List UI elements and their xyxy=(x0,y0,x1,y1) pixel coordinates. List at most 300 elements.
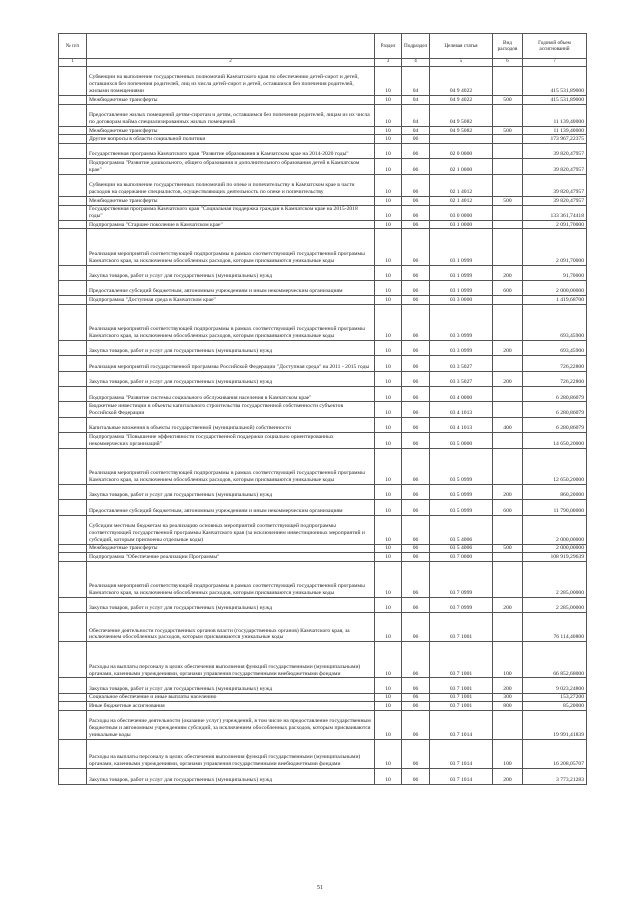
row-podrazdel-cell: 06 xyxy=(402,561,430,597)
row-podrazdel-cell: 06 xyxy=(402,613,430,642)
col-header-name xyxy=(87,34,375,59)
row-expense-type-cell: 600 xyxy=(493,280,523,295)
row-amount-cell: 66 852,68000 xyxy=(523,642,587,678)
row-target-article-cell: 04 9 4022 xyxy=(430,96,493,105)
row-number-cell xyxy=(59,159,87,174)
row-expense-type-cell xyxy=(493,561,523,597)
table-row xyxy=(59,96,587,105)
row-amount-cell: 14 650,20000 xyxy=(523,433,587,448)
row-podrazdel-cell: 06 xyxy=(402,769,430,784)
row-name-cell: Предоставление жилых помещений детям-сиротам и детям, оставшимся без попечения родителей, лицам из их числа по договорам найма специализированных жилых помещений xyxy=(87,104,375,126)
row-name-cell: Бюджетные инвестиции в объекты капитального строительства государственной собственности субъектов Российской Федерации xyxy=(87,402,375,417)
column-number: 5 xyxy=(430,59,493,67)
row-razdel-cell: 10 xyxy=(375,769,402,784)
row-expense-type-cell xyxy=(493,205,523,220)
row-amount-cell: 6 280,86079 xyxy=(523,387,587,402)
row-number-cell xyxy=(59,229,87,265)
table-row xyxy=(59,67,587,96)
row-target-article-cell: 03 7 1014 xyxy=(430,710,493,739)
row-target-article-cell: 03 7 1001 xyxy=(430,693,493,702)
row-podrazdel-cell: 06 xyxy=(402,371,430,386)
row-expense-type-cell xyxy=(493,613,523,642)
row-number-cell xyxy=(59,561,87,597)
row-target-article-cell: 02 1 4012 xyxy=(430,197,493,206)
row-number-cell xyxy=(59,702,87,711)
table-row xyxy=(59,197,587,206)
row-target-article-cell: 03 1 0000 xyxy=(430,220,493,229)
row-amount-cell: 1 419,68700 xyxy=(523,296,587,305)
row-podrazdel-cell: 06 xyxy=(402,340,430,355)
table-row xyxy=(59,769,587,784)
row-name-cell: Закупка товаров, работ и услуг для государственных (муниципальных) нужд xyxy=(87,597,375,612)
row-podrazdel-cell: 04 xyxy=(402,126,430,135)
row-razdel-cell: 10 xyxy=(375,387,402,402)
row-podrazdel-cell: 06 xyxy=(402,174,430,196)
row-number-cell xyxy=(59,387,87,402)
row-name-cell: Реализация мероприятий соответствующей подпрограммы в рамках соответствующей государственной программы Камчатского края, за исключением обособленных расходов, которым присваиваются уникальные коды xyxy=(87,448,375,484)
row-expense-type-cell xyxy=(493,710,523,739)
row-number-cell xyxy=(59,296,87,305)
col-header-razdel: Раздел xyxy=(375,34,402,59)
column-number: 7 xyxy=(523,59,587,67)
row-target-article-cell: 03 7 1001 xyxy=(430,702,493,711)
row-amount-cell: 153,27200 xyxy=(523,693,587,702)
table-row xyxy=(59,371,587,386)
row-podrazdel-cell: 06 xyxy=(402,135,430,144)
row-expense-type-cell: 500 xyxy=(493,197,523,206)
row-podrazdel-cell: 06 xyxy=(402,280,430,295)
table-row xyxy=(59,104,587,126)
table-header-row xyxy=(59,34,587,59)
row-target-article-cell: 04 9 5082 xyxy=(430,104,493,126)
row-number-cell xyxy=(59,356,87,371)
row-target-article-cell: 03 7 1001 xyxy=(430,642,493,678)
column-number-row xyxy=(59,59,587,67)
row-name-cell: Межбюджетные трансферты xyxy=(87,197,375,206)
row-target-article-cell: 03 3 5027 xyxy=(430,356,493,371)
row-number-cell xyxy=(59,740,87,769)
table-row xyxy=(59,678,587,693)
row-podrazdel-cell: 04 xyxy=(402,96,430,105)
row-razdel-cell: 10 xyxy=(375,515,402,544)
row-podrazdel-cell: 06 xyxy=(402,159,430,174)
row-podrazdel-cell: 06 xyxy=(402,387,430,402)
row-amount-cell: 11 139,40000 xyxy=(523,126,587,135)
row-podrazdel-cell: 06 xyxy=(402,484,430,499)
table-row xyxy=(59,304,587,340)
table-row xyxy=(59,387,587,402)
row-number-cell xyxy=(59,340,87,355)
row-name-cell: Реализация мероприятий государственной программы Российской Федерации "Доступная среда" на 2011 - 2015 годы xyxy=(87,356,375,371)
column-number: 3 xyxy=(375,59,402,67)
row-razdel-cell: 10 xyxy=(375,135,402,144)
table-row xyxy=(59,544,587,553)
table-row xyxy=(59,642,587,678)
row-target-article-cell: 04 9 4022 xyxy=(430,67,493,96)
row-razdel-cell: 10 xyxy=(375,678,402,693)
row-expense-type-cell: 100 xyxy=(493,740,523,769)
row-amount-cell: 39 820,47957 xyxy=(523,174,587,196)
row-razdel-cell: 10 xyxy=(375,613,402,642)
row-podrazdel-cell: 06 xyxy=(402,143,430,158)
budget-table xyxy=(58,33,587,785)
row-razdel-cell: 10 xyxy=(375,553,402,562)
row-target-article-cell: 03 5 0999 xyxy=(430,448,493,484)
row-expense-type-cell xyxy=(493,229,523,265)
row-expense-type-cell: 200 xyxy=(493,597,523,612)
row-target-article-cell: 03 4 1013 xyxy=(430,417,493,432)
table-row xyxy=(59,159,587,174)
row-razdel-cell: 10 xyxy=(375,265,402,280)
row-expense-type-cell xyxy=(493,515,523,544)
row-target-article-cell: 03 3 0999 xyxy=(430,304,493,340)
row-razdel-cell: 10 xyxy=(375,296,402,305)
row-amount-cell: 76 114,40800 xyxy=(523,613,587,642)
row-amount-cell: 91,70000 xyxy=(523,265,587,280)
row-target-article-cell: 03 7 0000 xyxy=(430,553,493,562)
row-razdel-cell: 10 xyxy=(375,96,402,105)
row-expense-type-cell: 500 xyxy=(493,544,523,553)
row-target-article-cell: 03 7 0999 xyxy=(430,561,493,597)
row-name-cell: Субвенции на выполнение государственных полномочий по опеке и попечительству в Камчатском крае в части расходов на содержание специалистов, осуществляющих деятельность по опеке и попечительству xyxy=(87,174,375,196)
row-razdel-cell: 10 xyxy=(375,484,402,499)
row-number-cell xyxy=(59,135,87,144)
row-target-article-cell xyxy=(430,135,493,144)
row-target-article-cell: 03 4 0000 xyxy=(430,387,493,402)
row-expense-type-cell xyxy=(493,67,523,96)
row-razdel-cell: 10 xyxy=(375,67,402,96)
row-name-cell: Капитальные вложения в объекты государственной (муниципальной) собственности xyxy=(87,417,375,432)
row-amount-cell: 2 000,00000 xyxy=(523,280,587,295)
row-name-cell: Закупка товаров, работ и услуг для государственных (муниципальных) нужд xyxy=(87,340,375,355)
row-expense-type-cell: 200 xyxy=(493,484,523,499)
column-number: 1 xyxy=(59,59,87,67)
row-target-article-cell: 03 1 0999 xyxy=(430,280,493,295)
row-name-cell: Закупка товаров, работ и услуг для государственных (муниципальных) нужд xyxy=(87,484,375,499)
row-name-cell: Иные бюджетные ассигнования xyxy=(87,702,375,711)
table-row xyxy=(59,553,587,562)
col-header-target-article: Целевая статья xyxy=(430,34,493,59)
row-razdel-cell: 10 xyxy=(375,205,402,220)
column-number: 2 xyxy=(87,59,375,67)
row-name-cell: Закупка товаров, работ и услуг для государственных (муниципальных) нужд xyxy=(87,265,375,280)
row-number-cell xyxy=(59,96,87,105)
row-amount-cell: 12 650,20000 xyxy=(523,448,587,484)
row-number-cell xyxy=(59,515,87,544)
table-row xyxy=(59,220,587,229)
row-number-cell xyxy=(59,678,87,693)
row-expense-type-cell xyxy=(493,135,523,144)
row-podrazdel-cell: 04 xyxy=(402,67,430,96)
table-row xyxy=(59,702,587,711)
table-body xyxy=(59,67,587,785)
row-razdel-cell: 10 xyxy=(375,448,402,484)
row-target-article-cell: 03 4 1013 xyxy=(430,402,493,417)
row-amount-cell: 11 790,00000 xyxy=(523,500,587,515)
row-target-article-cell: 02 0 0000 xyxy=(430,143,493,158)
row-podrazdel-cell: 06 xyxy=(402,448,430,484)
table-row xyxy=(59,296,587,305)
row-expense-type-cell xyxy=(493,433,523,448)
row-razdel-cell: 10 xyxy=(375,104,402,126)
row-number-cell xyxy=(59,417,87,432)
row-razdel-cell: 10 xyxy=(375,597,402,612)
row-amount-cell: 173 967,22375 xyxy=(523,135,587,144)
row-razdel-cell: 10 xyxy=(375,126,402,135)
table-row xyxy=(59,417,587,432)
row-target-article-cell: 03 5 4006 xyxy=(430,544,493,553)
row-number-cell xyxy=(59,265,87,280)
row-podrazdel-cell: 06 xyxy=(402,433,430,448)
table-row xyxy=(59,484,587,499)
row-target-article-cell: 03 5 4006 xyxy=(430,515,493,544)
row-expense-type-cell xyxy=(493,448,523,484)
row-razdel-cell: 10 xyxy=(375,561,402,597)
row-number-cell xyxy=(59,104,87,126)
row-expense-type-cell: 200 xyxy=(493,678,523,693)
table-row xyxy=(59,402,587,417)
row-number-cell xyxy=(59,280,87,295)
row-name-cell: Закупка товаров, работ и услуг для государственных (муниципальных) нужд xyxy=(87,769,375,784)
row-razdel-cell: 10 xyxy=(375,174,402,196)
row-expense-type-cell: 200 xyxy=(493,371,523,386)
row-podrazdel-cell: 06 xyxy=(402,417,430,432)
row-amount-cell: 693,45900 xyxy=(523,304,587,340)
table-row xyxy=(59,515,587,544)
row-expense-type-cell xyxy=(493,296,523,305)
row-podrazdel-cell: 06 xyxy=(402,500,430,515)
row-amount-cell: 726,22800 xyxy=(523,356,587,371)
row-expense-type-cell: 200 xyxy=(493,340,523,355)
row-amount-cell: 39 820,47957 xyxy=(523,143,587,158)
row-expense-type-cell: 300 xyxy=(493,693,523,702)
row-target-article-cell: 03 1 0999 xyxy=(430,229,493,265)
row-number-cell xyxy=(59,174,87,196)
row-amount-cell: 39 820,47957 xyxy=(523,159,587,174)
row-amount-cell: 726,22800 xyxy=(523,371,587,386)
row-number-cell xyxy=(59,544,87,553)
row-target-article-cell: 02 1 0000 xyxy=(430,159,493,174)
row-amount-cell: 2 000,00000 xyxy=(523,515,587,544)
row-amount-cell: 11 139,40000 xyxy=(523,104,587,126)
table-row xyxy=(59,205,587,220)
page-number: 51 xyxy=(317,885,323,891)
row-razdel-cell: 10 xyxy=(375,500,402,515)
row-podrazdel-cell: 06 xyxy=(402,740,430,769)
row-expense-type-cell xyxy=(493,104,523,126)
row-name-cell: Предоставление субсидий бюджетным, автономным учреждениям и иным некоммерческим организациям xyxy=(87,500,375,515)
row-name-cell: Реализация мероприятий соответствующей подпрограммы в рамках соответствующей государственной программы Камчатского края, за исключением обособленных расходов, которым присваиваются уникальные коды xyxy=(87,304,375,340)
row-podrazdel-cell: 06 xyxy=(402,597,430,612)
row-razdel-cell: 10 xyxy=(375,740,402,769)
table-row xyxy=(59,448,587,484)
row-podrazdel-cell: 06 xyxy=(402,544,430,553)
row-number-cell xyxy=(59,371,87,386)
table-row xyxy=(59,340,587,355)
row-target-article-cell: 03 3 0999 xyxy=(430,340,493,355)
row-name-cell: Субсидии местным бюджетам на реализацию основных мероприятий соответствующей подпрограммы соответствующей государственной программы Камчатского края (за исключением инвестиционных мероприятий и субсидий, которым присвоены отдельные коды) xyxy=(87,515,375,544)
row-target-article-cell: 03 3 5027 xyxy=(430,371,493,386)
row-podrazdel-cell: 06 xyxy=(402,265,430,280)
row-number-cell xyxy=(59,402,87,417)
row-amount-cell: 19 991,41839 xyxy=(523,710,587,739)
row-amount-cell: 3 773,21283 xyxy=(523,769,587,784)
row-target-article-cell: 03 5 0999 xyxy=(430,484,493,499)
row-number-cell xyxy=(59,143,87,158)
table-row xyxy=(59,613,587,642)
row-name-cell: Межбюджетные трансферты xyxy=(87,96,375,105)
row-amount-cell: 415 531,89000 xyxy=(523,96,587,105)
row-number-cell xyxy=(59,220,87,229)
row-number-cell xyxy=(59,613,87,642)
row-amount-cell: 9 023,24800 xyxy=(523,678,587,693)
row-razdel-cell: 10 xyxy=(375,280,402,295)
row-amount-cell: 860,20000 xyxy=(523,484,587,499)
table-row xyxy=(59,561,587,597)
row-name-cell: Межбюджетные трансферты xyxy=(87,544,375,553)
row-number-cell xyxy=(59,597,87,612)
row-amount-cell: 39 820,47957 xyxy=(523,197,587,206)
row-razdel-cell: 10 xyxy=(375,544,402,553)
row-razdel-cell: 10 xyxy=(375,229,402,265)
table-row xyxy=(59,135,587,144)
row-amount-cell: 16 208,05707 xyxy=(523,740,587,769)
row-podrazdel-cell: 06 xyxy=(402,356,430,371)
row-amount-cell: 108 919,29639 xyxy=(523,553,587,562)
row-expense-type-cell: 500 xyxy=(493,126,523,135)
row-expense-type-cell xyxy=(493,220,523,229)
row-name-cell: Другие вопросы в области социальной политики xyxy=(87,135,375,144)
row-razdel-cell: 10 xyxy=(375,433,402,448)
row-razdel-cell: 10 xyxy=(375,710,402,739)
row-target-article-cell: 03 7 1014 xyxy=(430,740,493,769)
row-target-article-cell: 03 7 1014 xyxy=(430,769,493,784)
row-name-cell: Межбюджетные трансферты xyxy=(87,126,375,135)
table-row xyxy=(59,693,587,702)
table-row xyxy=(59,597,587,612)
row-amount-cell: 85,20000 xyxy=(523,702,587,711)
row-number-cell xyxy=(59,304,87,340)
row-number-cell xyxy=(59,197,87,206)
row-amount-cell: 415 531,89000 xyxy=(523,67,587,96)
row-name-cell: Государственная программа Камчатского края "Социальная поддержка граждан в Камчатском крае на 2015-2018 годы" xyxy=(87,205,375,220)
row-podrazdel-cell: 06 xyxy=(402,220,430,229)
row-number-cell xyxy=(59,710,87,739)
row-target-article-cell: 03 7 0999 xyxy=(430,597,493,612)
row-expense-type-cell xyxy=(493,304,523,340)
row-podrazdel-cell: 06 xyxy=(402,515,430,544)
row-name-cell: Расходы на обеспечение деятельности (оказание услуг) учреждений, в том числе на предоставление государственным бюджетным и автономным учреждениям субсидий, за исключением обособленных расходов, которым присваиваются уникальные коды xyxy=(87,710,375,739)
row-name-cell: Реализация мероприятий соответствующей подпрограммы в рамках соответствующей государственной программы Камчатского края, за исключением обособленных расходов, которым присваиваются уникальные коды xyxy=(87,561,375,597)
row-expense-type-cell: 100 xyxy=(493,642,523,678)
row-target-article-cell: 03 3 0000 xyxy=(430,296,493,305)
table-row xyxy=(59,500,587,515)
col-header-podrazdel: Подраздел xyxy=(402,34,430,59)
row-expense-type-cell: 400 xyxy=(493,417,523,432)
row-number-cell xyxy=(59,642,87,678)
table-row xyxy=(59,265,587,280)
row-expense-type-cell xyxy=(493,553,523,562)
col-header-number: № п/п xyxy=(59,34,87,59)
row-target-article-cell: 03 7 1001 xyxy=(430,613,493,642)
row-target-article-cell: 03 0 0000 xyxy=(430,205,493,220)
column-number: 4 xyxy=(402,59,430,67)
row-amount-cell: 2 000,00000 xyxy=(523,544,587,553)
row-name-cell: Субвенции на выполнение государственных полномочий Камчатского края по обеспечению детей-сирот и детей, оставшихся без попечения родителей, лиц из числа детей-сирот и детей, оставшихся без попечения родителей, жилыми помещениями xyxy=(87,67,375,96)
row-target-article-cell: 02 1 4012 xyxy=(430,174,493,196)
col-header-expense-type: Вид расходов xyxy=(493,34,523,59)
row-target-article-cell: 03 5 0999 xyxy=(430,500,493,515)
row-number-cell xyxy=(59,693,87,702)
row-number-cell xyxy=(59,769,87,784)
row-amount-cell: 693,45900 xyxy=(523,340,587,355)
row-target-article-cell: 03 5 0000 xyxy=(430,433,493,448)
row-expense-type-cell xyxy=(493,159,523,174)
row-podrazdel-cell: 06 xyxy=(402,642,430,678)
row-expense-type-cell xyxy=(493,174,523,196)
table-row xyxy=(59,740,587,769)
row-expense-type-cell xyxy=(493,143,523,158)
row-expense-type-cell: 800 xyxy=(493,702,523,711)
row-amount-cell: 2 091,70000 xyxy=(523,220,587,229)
row-razdel-cell: 10 xyxy=(375,197,402,206)
row-target-article-cell: 03 1 0999 xyxy=(430,265,493,280)
row-target-article-cell: 03 7 1001 xyxy=(430,678,493,693)
row-name-cell: Расходы на выплаты персоналу в целях обеспечения выполнения функций государственными (муниципальными) органами, казенными учреждениями, органами управления государственными внебюджетными фондами xyxy=(87,740,375,769)
row-number-cell xyxy=(59,553,87,562)
row-podrazdel-cell: 06 xyxy=(402,197,430,206)
row-amount-cell: 2 285,00000 xyxy=(523,597,587,612)
row-razdel-cell: 10 xyxy=(375,340,402,355)
row-podrazdel-cell: 06 xyxy=(402,229,430,265)
table-row xyxy=(59,280,587,295)
table-row xyxy=(59,174,587,196)
row-razdel-cell: 10 xyxy=(375,417,402,432)
row-amount-cell: 2 285,00000 xyxy=(523,561,587,597)
row-amount-cell: 133 361,74418 xyxy=(523,205,587,220)
row-name-cell: Реализация мероприятий соответствующей подпрограммы в рамках соответствующей государственной программы Камчатского края, за исключением обособленных расходов, которым присваиваются уникальные коды xyxy=(87,229,375,265)
row-amount-cell: 6 280,86079 xyxy=(523,417,587,432)
row-name-cell: Подпрограмма "Доступная среда в Камчатском крае" xyxy=(87,296,375,305)
row-number-cell xyxy=(59,126,87,135)
row-name-cell: Подпрограмма "Обеспечение реализации Программы" xyxy=(87,553,375,562)
row-expense-type-cell: 200 xyxy=(493,769,523,784)
row-name-cell: Государственная программа Камчатского края "Развитие образования в Камчатском крае на 2014-2020 годы" xyxy=(87,143,375,158)
row-razdel-cell: 10 xyxy=(375,642,402,678)
table-row xyxy=(59,433,587,448)
row-razdel-cell: 10 xyxy=(375,143,402,158)
col-header-annual-amount: Годовой объем ассигнований xyxy=(523,34,587,59)
row-razdel-cell: 10 xyxy=(375,304,402,340)
row-amount-cell: 6 280,86079 xyxy=(523,402,587,417)
table-row xyxy=(59,229,587,265)
row-name-cell: Закупка товаров, работ и услуг для государственных (муниципальных) нужд xyxy=(87,678,375,693)
table-row xyxy=(59,356,587,371)
row-podrazdel-cell: 06 xyxy=(402,296,430,305)
row-podrazdel-cell: 06 xyxy=(402,710,430,739)
row-podrazdel-cell: 06 xyxy=(402,402,430,417)
column-number: 6 xyxy=(493,59,523,67)
row-number-cell xyxy=(59,484,87,499)
row-expense-type-cell: 500 xyxy=(493,96,523,105)
row-name-cell: Расходы на выплаты персоналу в целях обеспечения выполнения функций государственными (муниципальными) органами, казенными учреждениями, органами управления государственными внебюджетными фондами xyxy=(87,642,375,678)
row-name-cell: Подпрограмма "Развитие системы социального обслуживания населения в Камчатском крае" xyxy=(87,387,375,402)
row-expense-type-cell: 200 xyxy=(493,265,523,280)
row-podrazdel-cell: 06 xyxy=(402,304,430,340)
row-number-cell xyxy=(59,448,87,484)
row-name-cell: Предоставление субсидий бюджетным, автономным учреждениям и иным некоммерческим организациям xyxy=(87,280,375,295)
row-target-article-cell: 04 9 5082 xyxy=(430,126,493,135)
